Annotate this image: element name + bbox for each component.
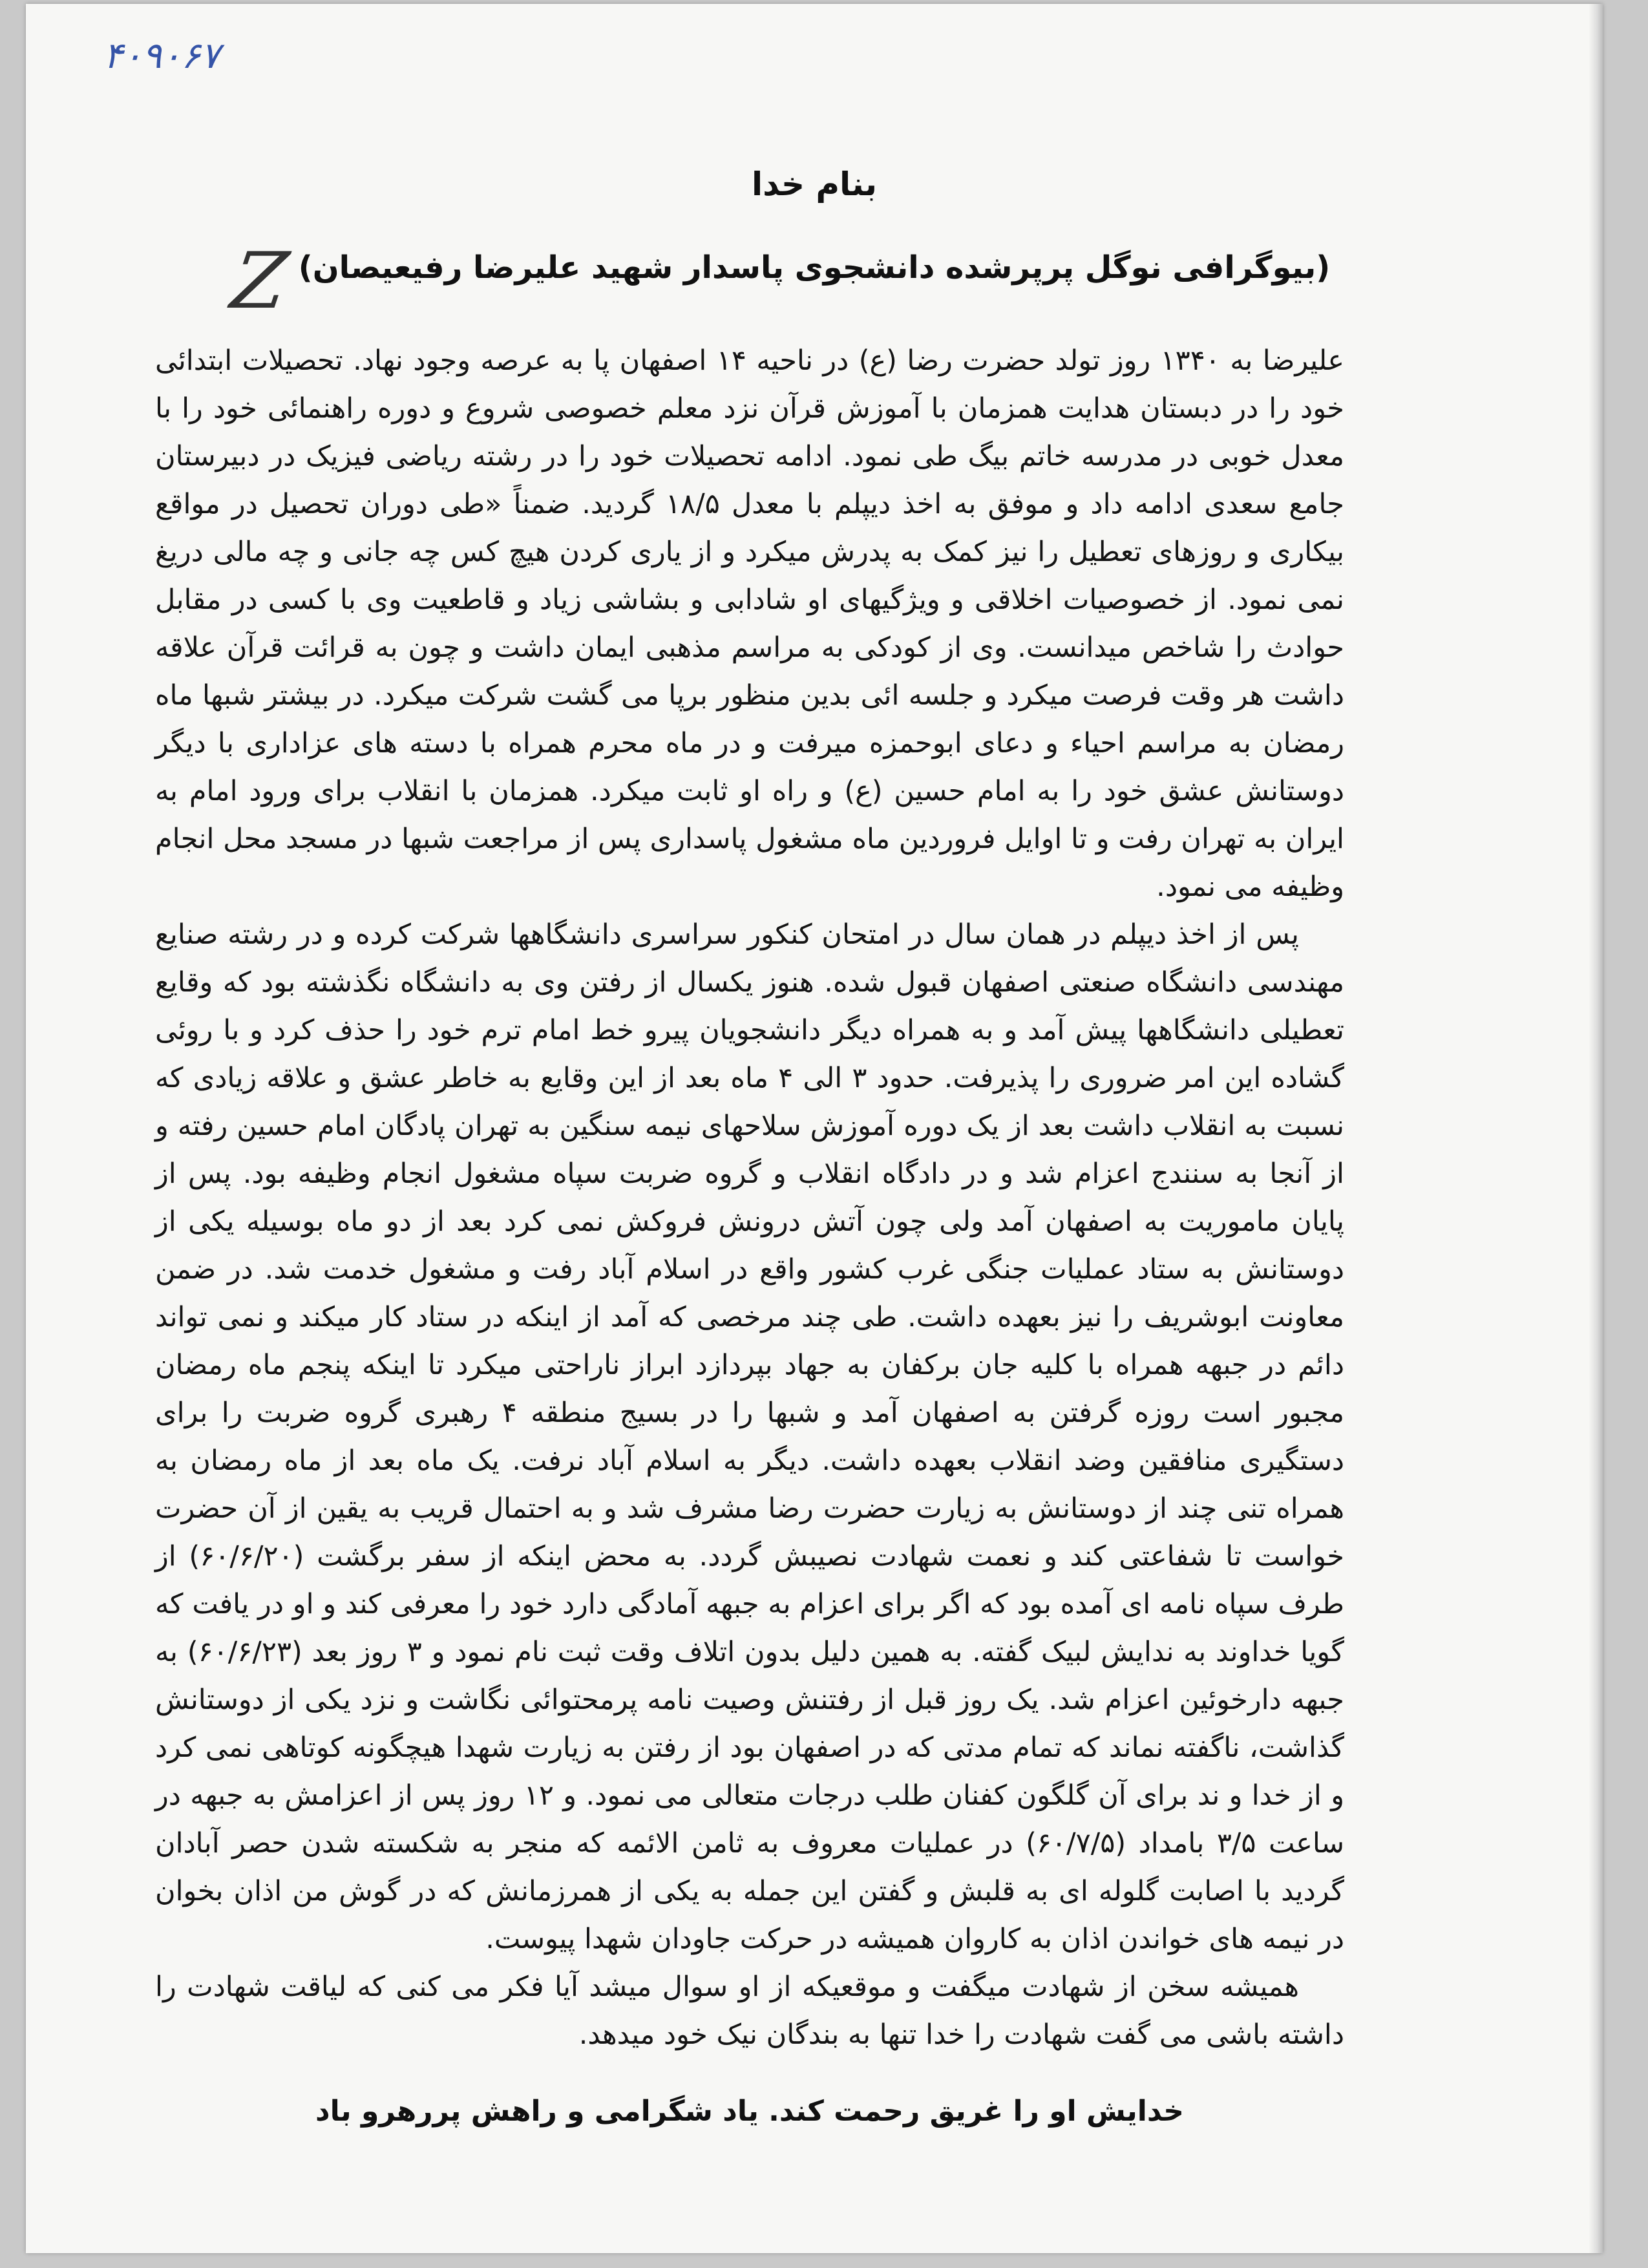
paragraph-martyrdom-quote: همیشه سخن از شهادت میگفت و موقعیکه از او سوال میشد آیا فکر می کنی که لیاقت شهادت را داشته باشی می گفت شهادت را خدا تنها به بندگان نیک خود میدهد. <box>155 1971 1344 2051</box>
basmala-heading: بنام خدا <box>751 165 878 203</box>
scan-edge-shadow <box>1589 4 1603 2253</box>
closing-prayer: خدایش او را غریق رحمت کند. یاد شگرامی و راهش پررهرو باد <box>315 2095 1184 2128</box>
document-subtitle: (بیوگرافی نوگل پرپرشده دانشجوی پاسدار شهید علیرضا رفیعیصان) <box>298 249 1331 286</box>
document-page <box>26 4 1603 2253</box>
handwritten-archive-number: ۴۰۹۰۶۷ <box>103 35 220 77</box>
handwritten-z-mark: Z <box>226 237 293 326</box>
biography-body <box>155 337 1344 2059</box>
paragraph-early-life: علیرضا به ۱۳۴۰ روز تولد حضرت رضا (ع) در ناحیه ۱۴ اصفهان پا به عرصه وجود نهاد. تحصیلات ابتدائی خود را در دبستان هدایت همزمان با آموزش قرآن نزد معلم خصوصی شروع و دوره راهنمائی خود را با معدل خوبی در مدرسه خاتم بیگ طی نمود. ادامه تحصیلات خود را در رشته ریاضی فیزیک در دبیرستان جامع سعدی ادامه داد و موفق به اخذ دیپلم با معدل ۱۸/۵ گردید. ضمناً «طی دوران تحصیل در مواقع بیکاری و روزهای تعطیل را نیز کمک به پدرش میکرد و از یاری کردن هیچ کس چه جانی و چه مالی دریغ نمی نمود. از خصوصیات اخلاقی و ویژگیهای او شادابی و بشاشی زیاد و قاطعیت وی با کسی در مقابل حوادث را شاخص میدانست. وی از کودکی به مراسم مذهبی ایمان داشت و چون به قرائت قرآن علاقه داشت هر وقت فرصت میکرد و جلسه ائی بدین منظور برپا می گشت شرکت میکرد. در بیشتر شبها ماه رمضان به مراسم احیاء و دعای ابوحمزه میرفت و در ماه محرم همراه با دسته های عزاداری با دیگر دوستانش عشق خود را به امام حسین (ع) و راه او ثابت میکرد. همزمان با انقلاب برای ورود امام به ایران به تهران رفت و تا اوایل فروردین ماه مشغول پاسداری پس از مراجعت شبها در مسجد محل انجام وظیفه می نمود. <box>155 344 1345 903</box>
paragraph-university-and-war: پس از اخذ دیپلم در همان سال در امتحان کنکور سراسری دانشگاهها شرکت کرده و در رشته صنایع مهندسی دانشگاه صنعتی اصفهان قبول شده. هنوز یکسال از رفتن وی به دانشگاه نگذشته بود که وقایع تعطیلی دانشگاهها پیش آمد و به همراه دیگر دانشجویان پیرو خط امام ترم خود را حذف کرد و با روئی گشاده این امر ضروری را پذیرفت. حدود ۳ الی ۴ ماه بعد از این وقایع به خاطر عشق و علاقه زیادی که نسبت به انقلاب داشت بعد از یک دوره آموزش سلاحهای نیمه سنگین به تهران پادگان امام حسین رفته و از آنجا به سنندج اعزام شد و در دادگاه انقلاب و گروه ضربت سپاه مشغول انجام وظیفه بود. پس از پایان ماموریت به اصفهان آمد ولی چون آتش درونش فروکش نمی کرد بعد از دو ماه بوسیله یکی از دوستانش به ستاد عملیات جنگی غرب کشور واقع در اسلام آباد رفت و مشغول خدمت شد. در ضمن معاونت ابوشریف را نیز بعهده داشت. طی چند مرخصی که آمد از اینکه در ستاد کار میکند و نمی تواند دائم در جبهه همراه با کلیه جان برکفان به جهاد بپردازد ابراز ناراحتی میکرد تا اینکه پنجم ماه رمضان مجبور است روزه گرفتن به اصفهان آمد و شبها را در بسیج منطقه ۴ رهبری گروه ضربت را برای دستگیری منافقین وضد انقلاب بعهده داشت. دیگر به اسلام آباد نرفت. یک ماه بعد از ماه رمضان به همراه تنی چند از دوستانش به زیارت حضرت رضا مشرف شد و به احتمال قریب به یقین از آن حضرت خواست تا شفاعتی کند و نعمت شهادت نصیبش گردد. به محض اینکه از سفر برگشت (۶۰/۶/۲۰) از طرف سپاه نامه ای آمده بود که اگر برای اعزام به جبهه آمادگی دارد خود را معرفی کند و او در یافت که گویا خداوند به ندایش لبیک گفته. به همین دلیل بدون اتلاف وقت ثبت نام نمود و ۳ روز بعد (۶۰/۶/۲۳) به جبهه دارخوئین اعزام شد. یک روز قبل از رفتنش وصیت نامه پرمحتوائی نگاشت و نزد یکی از دوستانش گذاشت، ناگفته نماند که تمام مدتی که در اصفهان بود از رفتن به زیارت شهدا هیچگونه کوتاهی نمی کرد و از خدا و ند برای آن گلگون کفنان طلب درجات متعالی می نمود. و ۱۲ روز پس از اعزامش به جبهه در ساعت ۳/۵ بامداد (۶۰/۷/۵) در عملیات معروف به ثامن الائمه که منجر به شکسته شدن حصر آبادان گردید با اصابت گلوله ای به قلبش و گفتن این جمله به یکی از همرزمانش که در گوش من اذان بخوان در نیمه های خواندن اذان به کاروان همیشه در حرکت جاودان شهدا پیوست. <box>155 918 1345 1955</box>
